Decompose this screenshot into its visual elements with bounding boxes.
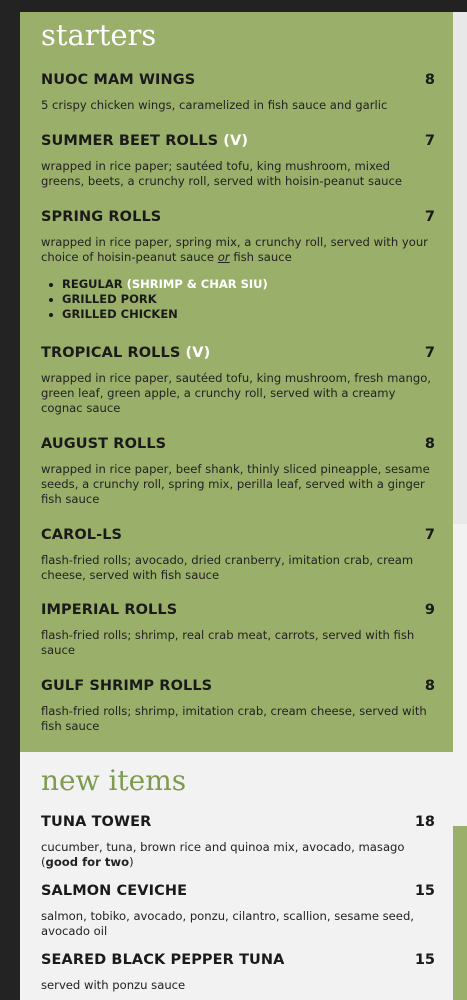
new-items-title: new items [41, 764, 187, 797]
item-price: 8 [424, 436, 435, 452]
item-name: IMPERIAL ROLLS [41, 602, 178, 618]
menu-item-gulf-shrimp-rolls [41, 678, 433, 734]
vegetarian-tag: (V) [185, 345, 211, 361]
menu-item-tuna-tower [41, 814, 433, 870]
item-price: 8 [424, 72, 435, 88]
item-price: 15 [414, 952, 435, 968]
item-name: NUOC MAM WINGS [41, 72, 196, 88]
option-grilled-pork: GRILLED PORK [41, 292, 433, 307]
menu-item-carol-ls [41, 527, 433, 583]
item-description: wrapped in rice paper, sautéed tofu, king mushroom, fresh mango, green leaf, green apple, a crunchy roll, served with a creamy cognac sauce [41, 371, 431, 415]
starters-section [20, 12, 453, 752]
item-price: 9 [424, 602, 435, 618]
item-name: TROPICAL ROLLS (V) [41, 345, 211, 361]
menu-item-summer-beet-rolls [41, 133, 433, 189]
option-regular: REGULAR (SHRIMP & CHAR SIU) [41, 277, 433, 292]
menu-item-august-rolls [41, 436, 433, 507]
new-items-section [20, 752, 453, 1000]
item-description: served with ponzu sauce [41, 978, 186, 992]
item-price: 18 [414, 814, 435, 830]
item-name: SPRING ROLLS [41, 209, 162, 225]
item-price: 7 [424, 527, 435, 543]
item-description: wrapped in rice paper; sautéed tofu, king mushroom, mixed greens, beets, a crunchy roll, served with hoisin-peanut sauce [41, 159, 403, 188]
starters-title: starters [41, 18, 157, 52]
menu-item-nuoc-mam-wings [41, 72, 433, 113]
item-name: CAROL-LS [41, 527, 123, 543]
right-edge [453, 12, 467, 524]
item-name: TUNA TOWER [41, 814, 152, 830]
item-name: AUGUST ROLLS [41, 436, 167, 452]
vegetarian-tag: (V) [223, 133, 249, 149]
item-description: cucumber, tuna, brown rice and quinoa mix, avocado, masago (good for two) [41, 840, 405, 869]
item-description: flash-fried rolls; shrimp, imitation crab, cream cheese, served with fish sauce [41, 704, 427, 733]
item-price: 7 [424, 209, 435, 225]
item-price: 7 [424, 133, 435, 149]
item-price: 7 [424, 345, 435, 361]
option-grilled-chicken: GRILLED CHICKEN [41, 307, 433, 322]
item-price: 8 [424, 678, 435, 694]
menu-item-imperial-rolls [41, 602, 433, 658]
item-description: wrapped in rice paper, beef shank, thinly sliced pineapple, sesame seeds, a crunchy roll, spring mix, perilla leaf, served with a ginger fish sauce [41, 462, 430, 506]
item-price: 15 [414, 883, 435, 899]
item-name: SUMMER BEET ROLLS (V) [41, 133, 249, 149]
item-name: GULF SHRIMP ROLLS [41, 678, 213, 694]
right-edge-accent [453, 826, 467, 1000]
item-description: salmon, tobiko, avocado, ponzu, cilantro, scallion, sesame seed, avocado oil [41, 909, 414, 938]
menu-item-spring-rolls [41, 209, 433, 322]
item-name: SEARED BLACK PEPPER TUNA [41, 952, 285, 968]
spring-roll-options [41, 277, 433, 322]
item-description: flash-fried rolls; shrimp, real crab meat, carrots, served with fish sauce [41, 628, 415, 657]
menu-item-tropical-rolls [41, 345, 433, 416]
item-description: wrapped in rice paper, spring mix, a crunchy roll, served with your choice of hoisin-peanut sauce or fish sauce [41, 235, 428, 264]
item-name: SALMON CEVICHE [41, 883, 188, 899]
item-description: flash-fried rolls; avocado, dried cranberry, imitation crab, cream cheese, served with fish sauce [41, 553, 414, 582]
item-description: 5 crispy chicken wings, caramelized in fish sauce and garlic [41, 98, 388, 112]
menu-item-seared-black-pepper-tuna [41, 952, 433, 993]
top-edge [0, 0, 467, 12]
menu-item-salmon-ceviche [41, 883, 433, 939]
left-edge [0, 0, 20, 1000]
